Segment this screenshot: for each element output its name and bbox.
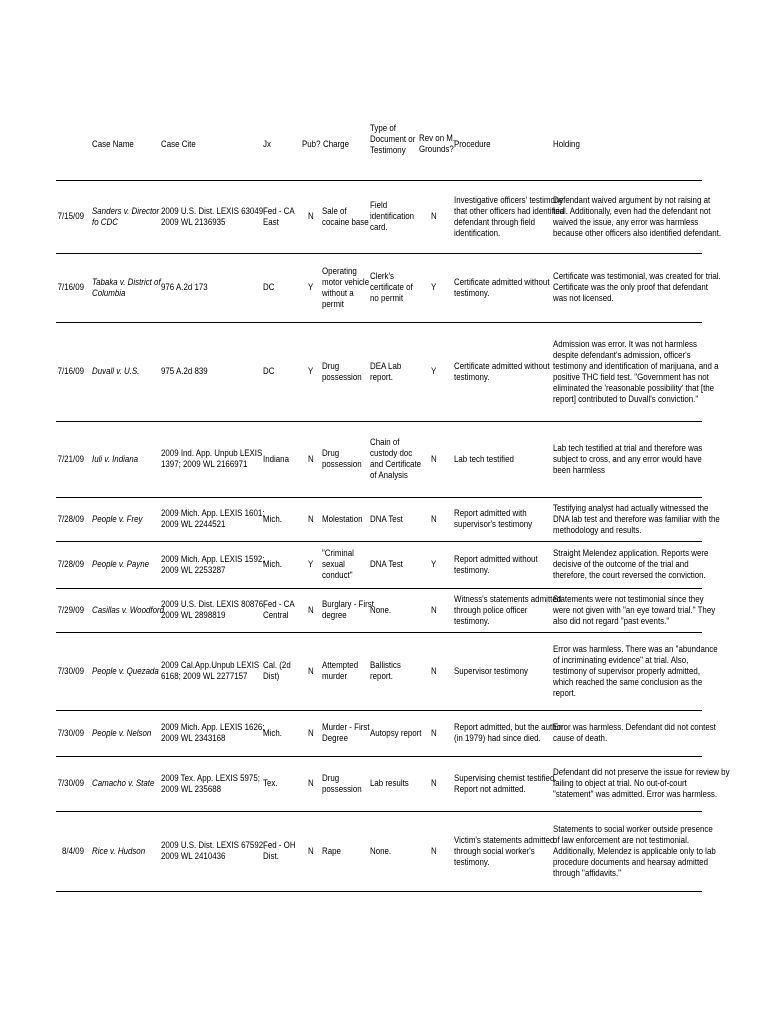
row-doc-type: Chain of custody doc and Certificate of Analysis bbox=[370, 437, 422, 480]
row-holding: Statements were not testimonial since they were not given with "an eye toward trial." They also did not regard "past events." bbox=[553, 594, 716, 626]
row-charge: Drug possession bbox=[322, 361, 362, 382]
row-procedure: Certificate admitted without testimony. bbox=[454, 361, 550, 382]
row-divider bbox=[56, 588, 702, 589]
row-jx: Cal. (2d Dist) bbox=[263, 660, 291, 681]
row-holding: Error was harmless. Defendant did not contest cause of death. bbox=[553, 722, 716, 743]
row-doc-type: DNA Test bbox=[370, 559, 403, 569]
row-divider bbox=[56, 421, 702, 422]
row-rev: Y bbox=[431, 366, 437, 376]
row-pub: N bbox=[308, 666, 314, 676]
row-pub: N bbox=[308, 728, 314, 738]
row-pub: Y bbox=[308, 282, 314, 292]
row-case-cite: 2009 U.S. Dist. LEXIS 63049; 2009 WL 2136935 bbox=[161, 206, 266, 227]
row-jx: Fed - CA Central bbox=[263, 599, 295, 620]
row-divider bbox=[56, 497, 702, 498]
row-holding: Admission was error. It was not harmless despite defendant's admission, officer's testimony and identification of marijuana, and a positive THC field test. "Government has not eliminated the 'reasonable possibility' that [the report] contributed to Duvall's conviction." bbox=[553, 339, 719, 404]
row-jx: Mich. bbox=[263, 559, 282, 569]
row-date: 7/28/09 bbox=[57, 514, 84, 524]
header-pub: Pub? bbox=[302, 139, 321, 149]
row-rev: Y bbox=[431, 559, 437, 569]
row-case-name: Tabaka v. District of Columbia bbox=[92, 277, 161, 298]
row-charge: Sale of cocaine base bbox=[322, 206, 369, 227]
row-pub: N bbox=[308, 514, 314, 524]
row-case-name: Duvall v. U.S. bbox=[92, 366, 140, 376]
row-divider bbox=[56, 891, 702, 892]
row-procedure: Report admitted with supervisor's testimony bbox=[454, 508, 533, 529]
row-procedure: Investigative officers' testimony that other officers had identified defendant through field identification. bbox=[454, 195, 565, 238]
row-rev: N bbox=[431, 846, 437, 856]
row-pub: N bbox=[308, 454, 314, 464]
row-case-cite: 2009 U.S. Dist. LEXIS 80876; 2009 WL 2898819 bbox=[161, 599, 266, 620]
row-case-cite: 2009 Mich. App. LEXIS 1626; 2009 WL 2343168 bbox=[161, 722, 265, 743]
row-doc-type: Clerk's certificate of no permit bbox=[370, 271, 413, 303]
header-rev: Rev on M. Grounds? bbox=[419, 133, 456, 154]
header-holding: Holding bbox=[553, 139, 580, 149]
row-pub: Y bbox=[308, 559, 314, 569]
row-pub: N bbox=[308, 211, 314, 221]
row-date: 7/16/09 bbox=[57, 366, 84, 376]
header-case-cite: Case Cite bbox=[161, 139, 196, 149]
row-case-name: Camacho v. State bbox=[92, 778, 155, 788]
row-jx: Indiana bbox=[263, 454, 289, 464]
row-pub: N bbox=[308, 778, 314, 788]
row-holding: Certificate was testimonial, was created for trial. Certificate was the only proof that defendant was not licensed. bbox=[553, 271, 721, 303]
row-date: 8/4/09 bbox=[61, 846, 84, 856]
row-divider bbox=[56, 253, 702, 254]
row-case-cite: 2009 Mich. App. LEXIS 1592; 2009 WL 2253287 bbox=[161, 554, 265, 575]
row-charge: Murder - First Degree bbox=[322, 722, 370, 743]
row-charge: Burglary - First degree bbox=[322, 599, 374, 620]
row-date: 7/15/09 bbox=[57, 211, 84, 221]
row-date: 7/21/09 bbox=[57, 454, 84, 464]
row-pub: N bbox=[308, 846, 314, 856]
row-date: 7/29/09 bbox=[57, 605, 84, 615]
row-holding: Lab tech testified at trial and therefore was subject to cross, and any error would have been harmless bbox=[553, 443, 703, 475]
row-jx: DC bbox=[263, 282, 275, 292]
row-charge: Attempted murder bbox=[322, 660, 359, 681]
row-rev: N bbox=[431, 666, 437, 676]
row-divider bbox=[56, 756, 702, 757]
row-charge: Operating motor vehicle without a permit bbox=[322, 266, 370, 309]
row-holding: Statements to social worker outside presence of law enforcement are not testimonial. Additionally, Melendez is applicable only to lab procedure documents and hearsay admitted through "affidavits." bbox=[553, 824, 716, 878]
row-case-cite: 2009 Cal.App.Unpub LEXIS 6168; 2009 WL 2277157 bbox=[161, 660, 260, 681]
row-divider bbox=[56, 322, 702, 323]
row-case-cite: 2009 U.S. Dist. LEXIS 67592; 2009 WL 2410436 bbox=[161, 840, 266, 861]
row-pub: Y bbox=[308, 366, 314, 376]
row-procedure: Lab tech testified bbox=[454, 454, 514, 464]
row-procedure: Report admitted, but the author (in 1979) had since died. bbox=[454, 722, 564, 743]
row-rev: N bbox=[431, 605, 437, 615]
row-case-cite: 2009 Ind. App. Unpub LEXIS 1397; 2009 WL 2166971 bbox=[161, 448, 263, 469]
row-pub: N bbox=[308, 605, 314, 615]
row-case-cite: 2009 Mich. App. LEXIS 1601; 2009 WL 2244521 bbox=[161, 508, 265, 529]
row-doc-type: Field identification card. bbox=[370, 200, 415, 232]
row-holding: Straight Melendez application. Reports were decisive of the outcome of the trial and therefore, the court reversed the conviction. bbox=[553, 548, 709, 580]
row-holding: Defendant did not preserve the issue for review by failing to object at trial. No out-of-court "statement" was admitted. Error was harmless. bbox=[553, 767, 730, 799]
row-charge: Molestation bbox=[322, 514, 363, 524]
row-doc-type: Lab results bbox=[370, 778, 409, 788]
row-doc-type: DNA Test bbox=[370, 514, 403, 524]
row-charge: Drug possession bbox=[322, 448, 362, 469]
row-case-cite: 976 A.2d 173 bbox=[161, 282, 208, 292]
row-case-name: People v. Frey bbox=[92, 514, 143, 524]
row-divider bbox=[56, 541, 702, 542]
row-case-name: People v. Quezada bbox=[92, 666, 159, 676]
row-case-name: Sanders v. Director fo CDC bbox=[92, 206, 160, 227]
row-procedure: Report admitted without testimony. bbox=[454, 554, 538, 575]
row-procedure: Supervising chemist testified. Report not admitted. bbox=[454, 773, 557, 794]
row-case-name: Iuli v. Indiana bbox=[92, 454, 139, 464]
row-doc-type: Autopsy report bbox=[370, 728, 422, 738]
row-date: 7/30/09 bbox=[57, 778, 84, 788]
row-doc-type: None. bbox=[370, 605, 392, 615]
header-doc-type: Type of Document or Testimony bbox=[370, 123, 416, 155]
row-jx: Mich. bbox=[263, 514, 282, 524]
row-jx: Fed - OH Dist. bbox=[263, 840, 296, 861]
header-charge: Charge bbox=[323, 139, 349, 149]
row-charge: Rape bbox=[322, 846, 341, 856]
row-charge: Drug possession bbox=[322, 773, 362, 794]
row-case-cite: 2009 Tex. App. LEXIS 5975; 2009 WL 235688 bbox=[161, 773, 260, 794]
row-doc-type: Ballistics report. bbox=[370, 660, 401, 681]
row-case-cite: 975 A.2d 839 bbox=[161, 366, 208, 376]
row-case-name: Casillas v. Woodford bbox=[92, 605, 165, 615]
row-case-name: People v. Payne bbox=[92, 559, 150, 569]
header-case-name: Case Name bbox=[92, 139, 134, 149]
row-procedure: Certificate admitted without testimony. bbox=[454, 277, 550, 298]
row-date: 7/16/09 bbox=[57, 282, 84, 292]
row-jx: Tex. bbox=[263, 778, 278, 788]
row-date: 7/30/09 bbox=[57, 666, 84, 676]
header-jx: Jx bbox=[263, 139, 271, 149]
row-case-name: Rice v. Hudson bbox=[92, 846, 146, 856]
header-divider bbox=[56, 180, 702, 181]
row-rev: N bbox=[431, 778, 437, 788]
row-rev: Y bbox=[431, 282, 437, 292]
row-rev: N bbox=[431, 211, 437, 221]
row-divider bbox=[56, 710, 702, 711]
row-jx: Fed - CA East bbox=[263, 206, 295, 227]
row-divider bbox=[56, 811, 702, 812]
row-jx: Mich. bbox=[263, 728, 282, 738]
row-doc-type: None. bbox=[370, 846, 392, 856]
row-rev: N bbox=[431, 514, 437, 524]
row-procedure: Witness's statements admitted through police officer testimony. bbox=[454, 594, 562, 626]
row-date: 7/28/09 bbox=[57, 559, 84, 569]
row-holding: Testifying analyst had actually witnessed the DNA lab test and therefore was familiar with the methodology and results. bbox=[553, 503, 720, 535]
row-holding: Defendant waived argument by not raising at trial. Additionally, even had the defendant not waived the issue, any error was harmless because other officers also identified defendant. bbox=[553, 195, 722, 238]
row-divider bbox=[56, 632, 702, 633]
row-date: 7/30/09 bbox=[57, 728, 84, 738]
row-holding: Error was harmless. There was an "abundance of incriminating evidence" at trial. Also, testimony of supervisor properly admitted, which reached the same conclusion as the report. bbox=[553, 644, 718, 698]
row-jx: DC bbox=[263, 366, 275, 376]
row-rev: N bbox=[431, 454, 437, 464]
row-procedure: Supervisor testimony bbox=[454, 666, 528, 676]
row-case-name: People v. Nelson bbox=[92, 728, 152, 738]
row-doc-type: DEA Lab report. bbox=[370, 361, 402, 382]
row-procedure: Victim's statements admitted through social worker's testimony. bbox=[454, 835, 555, 867]
row-rev: N bbox=[431, 728, 437, 738]
row-charge: "Criminal sexual conduct" bbox=[322, 548, 354, 580]
header-procedure: Procedure bbox=[454, 139, 491, 149]
